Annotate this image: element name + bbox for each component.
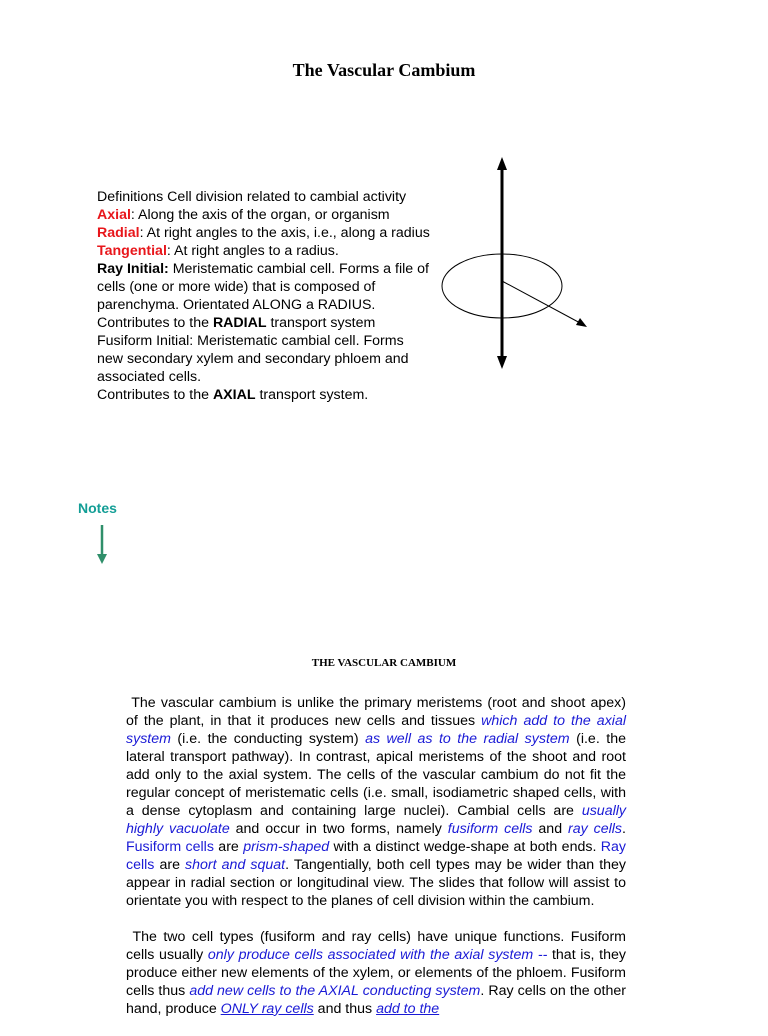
term-radial: Radial xyxy=(97,225,140,241)
highlight-text: usually highly vacuolate xyxy=(126,803,626,837)
definition-fusiform-initial: Fusiform Initial: Meristematic cambial cell. Forms new secondary xylem and secondary phloem and associated cells. xyxy=(97,333,409,385)
term-ray-initial: Ray Initial: xyxy=(97,261,169,277)
highlight-text: ONLY ray cells xyxy=(220,1001,314,1017)
definition-text: transport system xyxy=(266,315,376,331)
term-tangential: Tangential xyxy=(97,243,167,259)
highlight-text: ray cells xyxy=(568,821,623,837)
text-run: and thus xyxy=(313,1001,377,1017)
radial-arrow-icon xyxy=(576,318,587,327)
body-text xyxy=(126,694,626,1036)
text-run: . xyxy=(622,821,626,837)
axial-arrow-down-icon xyxy=(497,356,507,369)
text-run: . Tangentially, both cell types may be wider than they appear in radial section or longitudinal view. The slides that follow will assist to orientate you with respect to the planes of cell division within the cambium. xyxy=(126,857,627,909)
highlight-text: add new cells to the AXIAL conducting system xyxy=(189,983,481,999)
paragraph-1 xyxy=(126,694,626,910)
definition-text: transport system. xyxy=(255,387,369,403)
text-run: and xyxy=(532,821,569,837)
text-run: that is, they produce either new elements of the xylem, or elements of the phloem. Fusiform cells thus xyxy=(126,947,626,999)
definition-radial xyxy=(97,224,432,242)
text-run: . Ray cells on the other hand, produce xyxy=(126,983,626,1017)
definition-tangential xyxy=(97,242,432,260)
fusiform-contribution xyxy=(97,386,432,404)
highlight-text: as well as to the radial system xyxy=(365,731,570,747)
definition-text: : Along the axis of the organ, or organism xyxy=(130,207,390,223)
notes-down-arrow-icon xyxy=(94,522,110,566)
definition-axial xyxy=(97,206,432,224)
definitions-intro: Definitions Cell division related to cambial activity xyxy=(97,189,407,205)
highlight-text: which add to the axial system xyxy=(126,713,626,747)
definition-text: Contributes to the xyxy=(97,315,213,331)
term-axial-system: AXIAL xyxy=(212,387,256,403)
text-run: are xyxy=(213,839,244,855)
highlight-text: fusiform cells xyxy=(447,821,533,837)
highlight-text: only produce cells associated with the axial system -- xyxy=(207,947,548,963)
highlight-text: Ray cells xyxy=(126,839,626,873)
definitions-block xyxy=(97,188,432,404)
text-run: with a distinct wedge-shape at both ends. xyxy=(329,839,601,855)
ray-contribution xyxy=(97,314,432,332)
highlight-text: short and squat xyxy=(185,857,286,873)
section-title: THE VASCULAR CAMBIUM xyxy=(311,657,457,669)
text-run: The vascular cambium is unlike the primary meristems (root and shoot apex) of the plant, in that it produces new cells and tissues xyxy=(126,695,626,729)
highlight-text: add to the xyxy=(376,1001,440,1017)
paragraph-2 xyxy=(126,928,626,1018)
text-run: are xyxy=(154,857,186,873)
text-run: The two cell types (fusiform and ray cells) have unique functions. Fusiform cells usually xyxy=(126,929,626,963)
axial-arrow-up-icon xyxy=(497,157,507,170)
page-title: The Vascular Cambium xyxy=(292,60,476,80)
notes-label: Notes xyxy=(78,500,117,516)
highlight-text: prism-shaped xyxy=(243,839,330,855)
text-run: (i.e. the lateral transport pathway). In contrast, apical meristems of the shoot and root add only to the axial system. The cells of the vascular cambium do not fit the regular concept of meristematic cells (i.e. small, isodiametric shaped cells, with a dense cytoplasm and containing large nuclei). Cambial cells are xyxy=(126,731,626,819)
definition-text: : At right angles to the axis, i.e., along a radius xyxy=(139,225,430,241)
orientation-axes-diagram xyxy=(436,152,596,374)
definition-text: Meristematic cambial cell. Forms a file of cells (one or more wide) that is composed of parenchyma. Orientated ALONG a RADIUS. xyxy=(97,261,429,313)
term-axial: Axial xyxy=(97,207,131,223)
text-run: (i.e. the conducting system) xyxy=(170,731,366,747)
term-radial-system: RADIAL xyxy=(212,315,267,331)
definition-text: : At right angles to a radius. xyxy=(166,243,339,259)
highlight-text: Fusiform cells xyxy=(126,839,214,855)
text-run: and occur in two forms, namely xyxy=(229,821,448,837)
definition-text: Contributes to the xyxy=(97,387,213,403)
definition-ray-initial xyxy=(97,260,432,314)
